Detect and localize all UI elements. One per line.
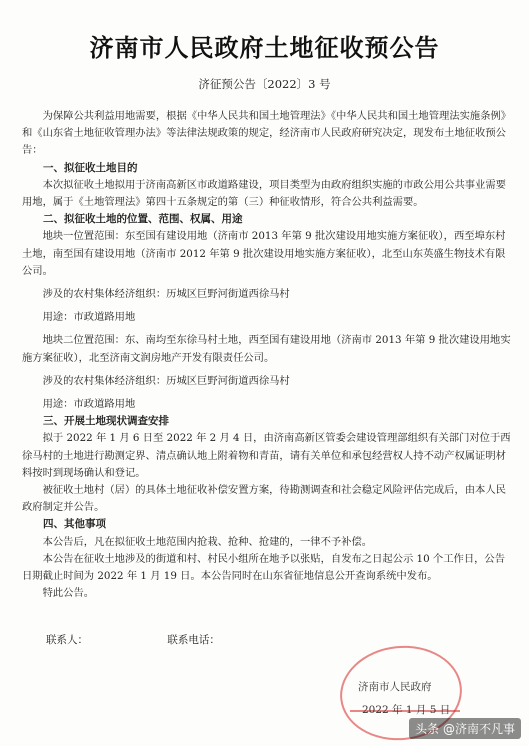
section-heading: 三、开展土地现状调查安排 [43, 415, 169, 428]
section-heading: 四、其他事项 [43, 518, 106, 531]
section-heading: 一、拟征收土地目的 [43, 161, 138, 174]
page-title: 济南市人民政府土地征收预公告 [89, 33, 440, 62]
paragraph: 涉及的农村集体经济组织：历城区巨野河街道西徐马村 [42, 374, 290, 387]
issue-date: 2022 年 1 月 5 日 [362, 704, 451, 716]
paragraph: 特此公告。 [42, 587, 95, 600]
paragraph: 本公告在征收土地涉及的街道和村、村民小组所在地予以张贴，自发布之日起公示 10 个工作日，公告日期截止时间为 2022 年 1 月 19 日。本公告同时在山东省征地信息公开查询系统中发布。 [22, 552, 506, 583]
paragraph: 涉及的农村集体经济组织：历城区巨野河街道西徐马村 [42, 288, 290, 301]
paragraph: 用途：市政道路用地 [42, 398, 136, 411]
contacts-line [46, 632, 220, 647]
paragraph: 地块二位置范围：东、南均至东徐马村土地，西至国有建设用地（济南市 2013 年第 9 批次建设用地实施方案征收），北至济南文润房地产开发有限责任公司。 [22, 334, 511, 364]
document-body [22, 108, 512, 602]
document-number: 济征预公告〔2022〕3 号 [198, 77, 331, 91]
paragraph: 为保障公共利益用地需要，根据《中华人民共和国土地管理法》《中华人民共和国土地管理法实施条例》和《山东省土地征收管理办法》等法律法规政策的规定，经济南市人民政府研究决定，现发布土地征收预公告： [22, 110, 512, 157]
issuer-name: 济南市人民政府 [358, 681, 432, 693]
contact-person-label: 联系人： [46, 634, 88, 646]
paragraph: 被征收土地村（居）的具体土地征收补偿安置方案，待勘测调查和社会稳定风险评估完成后，由本人民政府制定并公告。 [22, 484, 506, 514]
section-heading: 二、拟征收土地的位置、范围、权属、用途 [43, 213, 243, 226]
paragraph: 拟于 2022 年 1 月 6 日至 2022 年 2 月 4 日，由济南高新区管委会建设管理部组织有关部门对位于西徐马村的土地进行勘测定界、清点确认地上附着物和青苗，请有关单位和承包经营权人持不动产权属证明材料按时到现场确认和登记。 [22, 432, 511, 479]
paragraph: 地块一位置范围：东至国有建设用地（济南市 2013 年第 9 批次建设用地实施方案征收），西至埠东村土地，南至国有建设用地（济南市 2012 年第 9 批次建设用地实施方案征收），北至山东英盛生物技术有限公司。 [22, 230, 506, 277]
paragraph: 用途：市政道路用地 [42, 311, 136, 324]
watermark: 头条 @济南不凡事 [409, 718, 521, 739]
paragraph: 本次拟征收土地拟用于济南高新区市政道路建设，项目类型为由政府组织实施的市政公用公共事业需要用地，属于《土地管理法》第四十五条规定的第（三）种征收情形，符合公共利益需要。 [22, 178, 506, 209]
contact-phone-label: 联系电话： [167, 634, 220, 646]
paragraph: 本公告后，凡在拟征收土地范围内抢栽、抢种、抢建的，一律不予补偿。 [42, 535, 373, 548]
